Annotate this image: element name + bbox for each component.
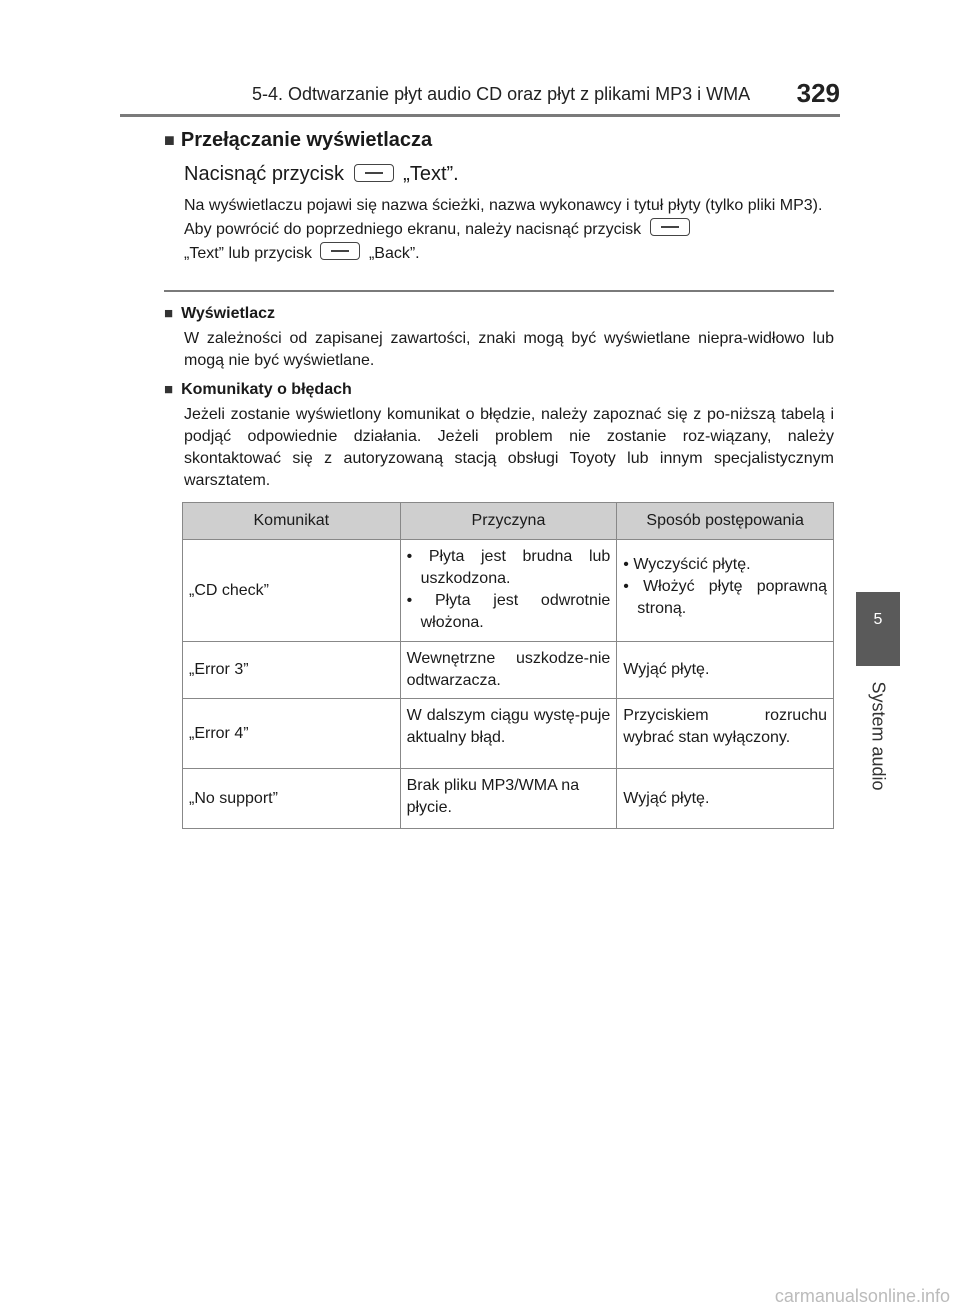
table-header-row bbox=[183, 503, 834, 540]
paragraph-part: „Text” lub przycisk bbox=[184, 245, 313, 262]
paragraph-part: „Back”. bbox=[368, 245, 420, 262]
errors-title bbox=[164, 378, 834, 402]
page-number: 329 bbox=[796, 78, 840, 108]
table-row bbox=[183, 699, 834, 769]
action-cell: Wyjąć płytę. bbox=[617, 769, 834, 829]
display-title-text: Wyświetlacz bbox=[181, 305, 276, 322]
square-bullet-icon: ■ bbox=[164, 130, 175, 150]
watermark: carmanualsonline.info bbox=[774, 1286, 950, 1306]
list-item: • Włożyć płytę poprawną stroną. bbox=[623, 578, 828, 617]
column-header: Sposób postępowania bbox=[617, 503, 834, 540]
list-item: • Płyta jest brudna lub uszkodzona. bbox=[406, 548, 611, 587]
cause-cell bbox=[400, 540, 617, 642]
header-rule bbox=[120, 114, 840, 117]
chapter-tab bbox=[856, 592, 900, 666]
instruction-text-end: „Text”. bbox=[403, 163, 459, 185]
paragraph: Na wyświetlaczu pojawi się nazwa ścieżki, nazwa wykonawcy i tytuł płyty (tylko pliki MP3). bbox=[184, 197, 823, 214]
display-text: W zależności od zapisanej zawartości, znaki mogą być wyświetlane niepra-widłowo lub mogą nie być wyświetlane. bbox=[184, 330, 834, 369]
instruction-text: Nacisnąć przycisk bbox=[184, 163, 345, 185]
column-header: Przyczyna bbox=[400, 503, 617, 540]
errors-title-text: Komunikaty o błędach bbox=[181, 381, 352, 398]
button-icon bbox=[320, 242, 360, 260]
paragraph-part: Aby powrócić do poprzedniego ekranu, należy nacisnąć przycisk bbox=[184, 221, 642, 238]
list-item: • Płyta jest odwrotnie włożona. bbox=[406, 592, 611, 631]
display-title bbox=[164, 302, 834, 326]
action-cell: Wyjąć płytę. bbox=[617, 642, 834, 699]
table-row bbox=[183, 642, 834, 699]
page-header bbox=[120, 78, 840, 112]
paragraph-back bbox=[184, 218, 834, 266]
action-cell bbox=[617, 540, 834, 642]
errors-text: Jeżeli zostanie wyświetlony komunikat o błędzie, należy zapoznać się z po-niższą tabelą i podjąć odpowiednie działania. Jeżeli problem nie zostanie roz-wiązany, należy skontaktować się z autoryzowaną stacją obsługi Toyoty lub innym specjalistycznym warsztatem. bbox=[184, 406, 834, 489]
chapter-label-text: System audio bbox=[868, 681, 889, 791]
cause-cell: Brak pliku MP3/WMA na płycie. bbox=[400, 769, 617, 829]
button-icon bbox=[650, 218, 690, 236]
message-cell: „Error 3” bbox=[183, 642, 401, 699]
column-header: Komunikat bbox=[183, 503, 401, 540]
cause-cell: Wewnętrzne uszkodze-nie odtwarzacza. bbox=[400, 642, 617, 699]
table-row bbox=[183, 540, 834, 642]
square-bullet-icon: ■ bbox=[164, 381, 174, 398]
cause-cell: W dalszym ciągu wystę-puje aktualny błąd. bbox=[400, 699, 617, 769]
section-switch-display bbox=[164, 126, 834, 266]
info-sections bbox=[164, 302, 834, 498]
action-cell: Przyciskiem rozruchu wybrać stan wyłączony. bbox=[617, 699, 834, 769]
button-icon bbox=[354, 164, 394, 182]
message-cell: „CD check” bbox=[183, 540, 401, 642]
list-item: • Wyczyścić płytę. bbox=[623, 556, 751, 573]
square-bullet-icon: ■ bbox=[164, 305, 174, 322]
table-row bbox=[183, 769, 834, 829]
section-title bbox=[164, 126, 834, 154]
instruction bbox=[184, 160, 834, 188]
error-table bbox=[182, 502, 834, 829]
message-cell: „Error 4” bbox=[183, 699, 401, 769]
section-divider bbox=[164, 290, 834, 292]
header-title: 5-4. Odtwarzanie płyt audio CD oraz płyt z plikami MP3 i WMA bbox=[252, 84, 751, 104]
message-cell: „No support” bbox=[183, 769, 401, 829]
section-title-text: Przełączanie wyświetlacza bbox=[180, 129, 433, 151]
chapter-label bbox=[852, 676, 904, 796]
chapter-number: 5 bbox=[873, 611, 883, 628]
